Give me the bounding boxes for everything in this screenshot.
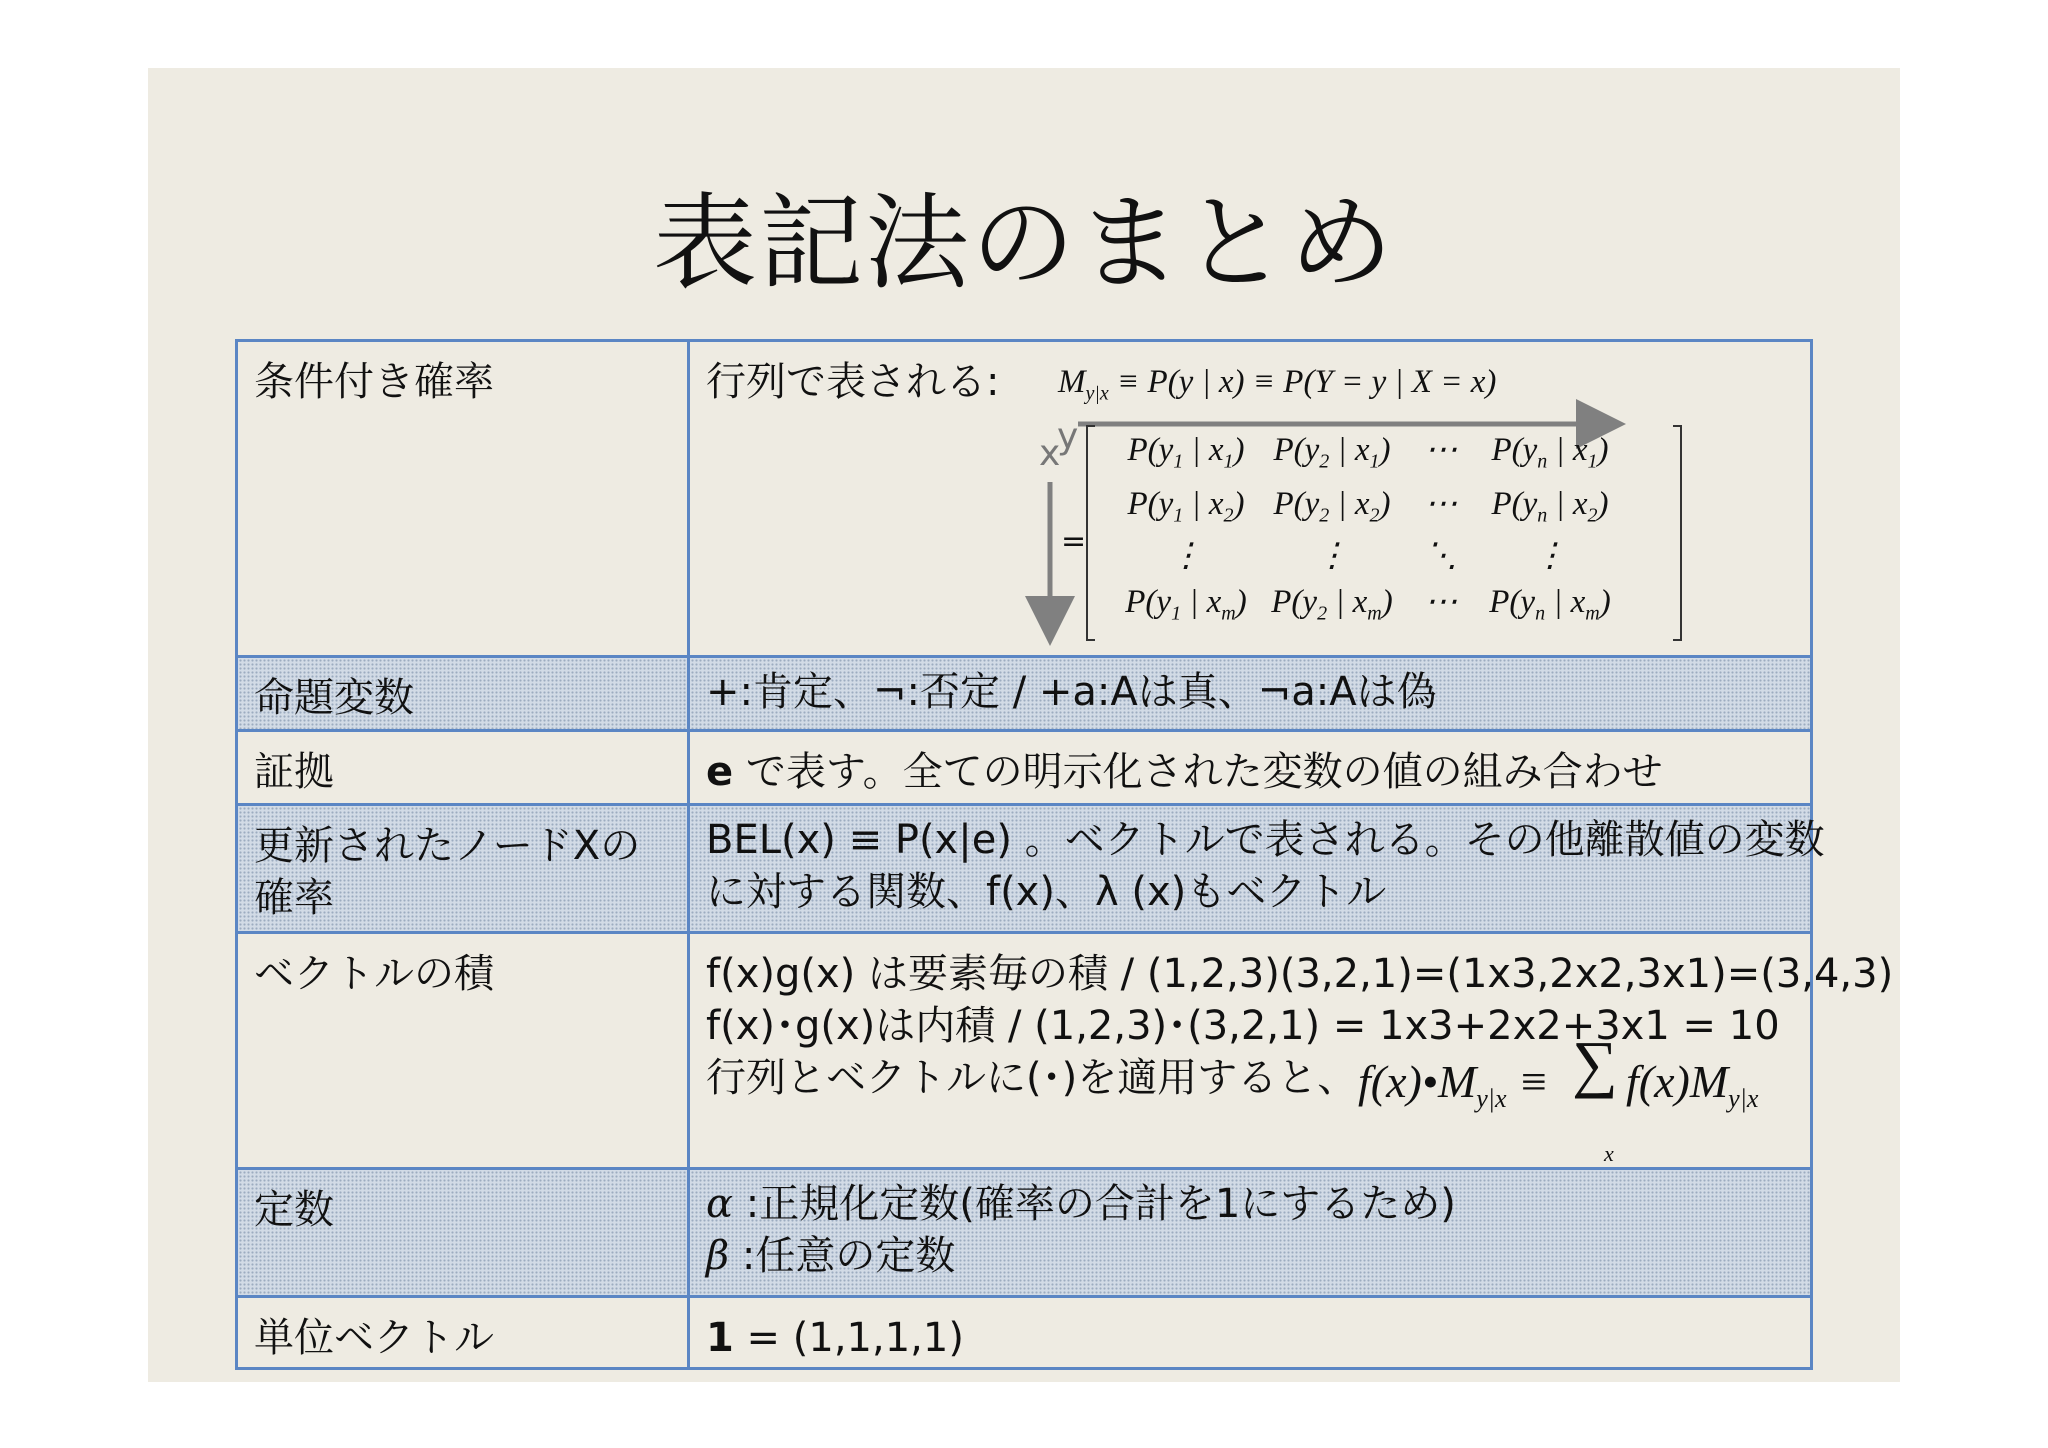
description-line: BEL(x) ≡ P(x|e) 。ベクトルで表される。その他離散値の変数 [706,817,1825,863]
constant-beta: β :任意の定数 [706,1233,956,1279]
matrix-caption: 行列で表される: [706,359,1000,405]
matrix-cell: $P(y_1$ | $x_2$) [1127,486,1245,527]
matrix-cell: ⋮ [1533,538,1567,574]
term-cell: 証拠 [237,731,689,805]
description-line: f(x)g(x) は要素毎の積 / (1,2,3)(3,2,1)=(1x3,2x2,3x1)=(3,4,3) [706,951,1894,997]
matrix-cell: $P(y_1$ | $x_m$) [1125,584,1247,625]
matrix-cell: $P(y_n$ | $x_1$) [1491,432,1609,473]
description-cell [689,805,1825,933]
description-cell [689,731,1812,805]
matrix-vector-formula: $f(x)•M_{y|x}$ ≡ ∑ x $f(x)M_{y|x}$ [1358,1056,1549,1125]
matrix-cell: $P(y_2$ | $x_2$) [1273,486,1391,527]
unit-vector-value: = (1,1,1,1) [733,1315,964,1361]
probability-matrix [1120,424,1660,634]
table-row [237,805,1812,933]
table-row [237,933,1812,1169]
matrix-equals: = [1061,524,1087,559]
term-cell: 定数 [237,1169,689,1297]
evidence-symbol: e [706,749,734,795]
matrix-cell: ⋯ [1424,486,1458,522]
matrix-cell: $P(y_n$ | $x_m$) [1489,584,1611,625]
term-cell: 単位ベクトル [237,1297,689,1369]
description-cell [689,1297,1812,1369]
matrix-cell: ⋮ [1169,538,1203,574]
matrix-cell: ⋮ [1315,538,1349,574]
table-row [237,341,1812,657]
unit-vector-symbol: 1 [706,1315,734,1361]
table-row [237,731,1812,805]
matrix-cell: $P(y_2$ | $x_1$) [1273,432,1391,473]
description-line: に対する関数、f(x)、λ (x)もベクトル [706,869,1387,915]
matrix-cell: ⋱ [1424,538,1458,574]
y-axis-label: y [1057,416,1079,457]
evidence-description: で表す。全ての明示化された変数の値の組み合わせ [733,749,1663,795]
description-cell: +:肯定、¬:否定 / +a:Aは真、¬a:Aは偽 [689,657,1812,731]
table-row [237,1169,1812,1297]
x-axis-label: x [1039,433,1061,474]
matrix-cell: ⋯ [1424,432,1458,468]
slide-title: 表記法のまとめ [652,182,1395,304]
matrix-cell: $P(y_2$ | $x_m$) [1271,584,1393,625]
description-cell [689,1169,1812,1297]
notation-table [235,339,1894,1370]
description-line: f(x)･g(x)は内積 / (1,2,3)･(3,2,1) = 1x3+2x2+3x1 = 10 [706,1003,1780,1049]
matrix-cell: $P(y_n$ | $x_2$) [1491,486,1609,527]
description-line: 行列とベクトルに(･)を適用すると、 [706,1055,1358,1101]
table-row [237,657,1812,731]
beta-symbol: β [706,1233,730,1279]
alpha-symbol: α [706,1181,734,1227]
term-cell: 条件付き確率 [237,341,689,657]
term-cell: ベクトルの積 [237,933,689,1169]
term-line: 確率 [254,875,334,921]
matrix-cell: $P(y_1$ | $x_1$) [1127,432,1245,473]
description-cell [689,933,1894,1169]
description-cell [689,341,1812,657]
conditional-definition: $M_{y|x} \equiv P(y$ | x) ≡ P(Y = y | X = x) [1058,364,1497,405]
table-row [237,1297,1812,1369]
summation-index: x [1604,1141,1614,1166]
constant-alpha: α :正規化定数(確率の合計を1にするため) [706,1181,1456,1227]
summation-sign: ∑ [1572,1028,1618,1099]
term-cell: 命題変数 [237,657,689,731]
term-line: 更新されたノードXの [254,823,641,869]
term-cell [237,805,689,933]
matrix-cell: ⋯ [1424,584,1458,620]
